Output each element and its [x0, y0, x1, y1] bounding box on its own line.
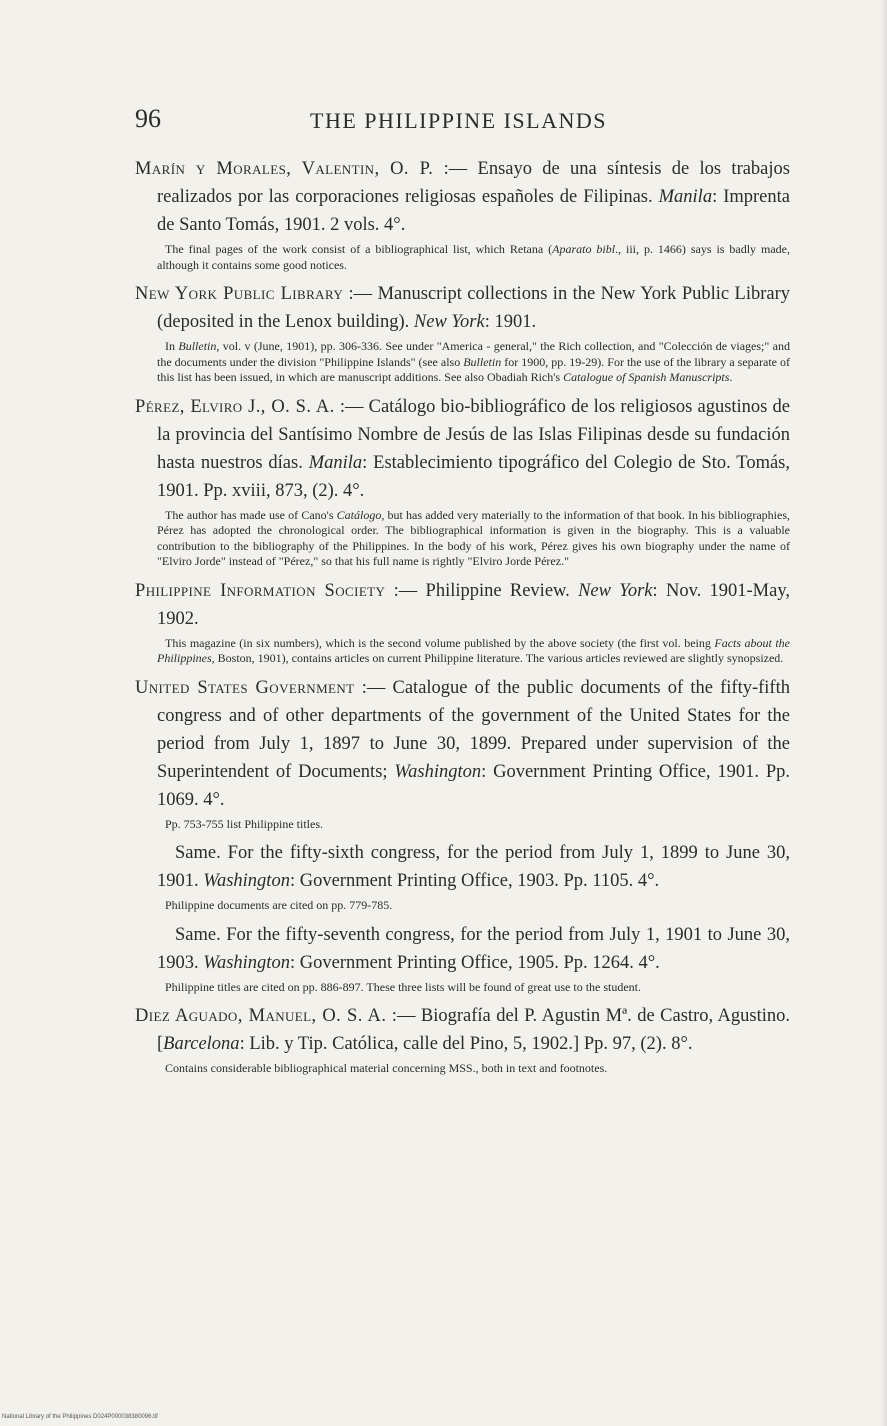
entry-imprint: : Government Printing Office, 1901. Pp. 1069. 4°.	[157, 761, 790, 810]
entry-main: New York Public Library :— Manuscript collections in the New York Public Library (deposited in the Lenox building). New York: 1901.	[135, 284, 791, 332]
entry-same: Same. For the fifty-sixth congress, for the period from July 1, 1899 to June 30, 1901. Washington: Government Printing Office, 1903. Pp. 1105. 4°.	[157, 843, 790, 891]
entry-title: Philippine Review.	[425, 580, 579, 601]
entry-author: Philippine Information Society	[135, 580, 386, 601]
entry-author: United States Government	[135, 677, 355, 698]
entry-author: Diez Aguado, Manuel, O. S. A.	[135, 1006, 387, 1026]
bibliography-body	[135, 155, 790, 1084]
entry-note: Philippine documents are cited on pp. 779-785.	[165, 898, 393, 912]
scan-footer: National Library of the Philippines D024P000038380096.tif	[2, 1414, 158, 1420]
entry-title: Catálogo bio-bibliográfico de los religiosos agustinos de la provincia del Santísimo Nombre de Jesús de las Islas Filipinas desde su fundación hasta nuestros días.	[157, 396, 790, 473]
entry-note: Contains considerable bibliographical material concerning MSS., both in text and footnotes.	[165, 1061, 608, 1075]
entry-main: United States Government :— Catalogue of the public documents of the fifty-fifth congress and of other departments of the government of the United States for the period from July 1, 1897 to June 30, 1899. Prepared under supervision of the Superintendent of Documents; Washington: Government Printing Office, 1901. Pp. 1069. 4°.	[135, 677, 790, 810]
entry-title: Manuscript collections in the New York Public Library (deposited in the Lenox building).	[157, 284, 791, 332]
running-title: THE PHILIPPINE ISLANDS	[310, 108, 607, 133]
entry-imprint: : Imprenta de Santo Tomás, 1901. 2 vols. 4°.	[157, 187, 790, 235]
entry-title: Catalogue of the public documents of the fifty-fifth congress and of other departments of the government of the United States for the period from July 1, 1897 to June 30, 1899. Prepared under supervision of the Superintendent of Documents;	[157, 677, 790, 782]
page-edge-shadow	[881, 0, 887, 1426]
bibliography-entry	[135, 393, 790, 570]
entry-author: Pérez, Elviro J., O. S. A.	[135, 396, 335, 417]
entry-place: Manila	[658, 187, 713, 207]
entry-place: Barcelona	[163, 1034, 240, 1054]
bibliography-entry	[135, 1002, 790, 1077]
bibliography-entry	[135, 577, 790, 667]
entry-title: Biografía del P. Agustin Mª. de Castro, Agustino. [	[157, 1006, 791, 1054]
entry-place: Washington	[203, 871, 290, 891]
entry-place: Manila	[308, 452, 363, 473]
entry-author: Marín y Morales, Valentin, O. P.	[135, 159, 434, 179]
entry-note: Pp. 753-755 list Philippine titles.	[165, 816, 324, 831]
entry-main: Marín y Morales, Valentin, O. P. :— Ensayo de una síntesis de los trabajos realizados por las corporaciones religiosas españoles de Filipinas. Manila: Imprenta de Santo Tomás, 1901. 2 vols. 4°.	[135, 159, 790, 235]
entry-title: Ensayo de una síntesis de los trabajos realizados por las corporaciones religiosas españoles de Filipinas.	[157, 159, 790, 207]
page-number: 96	[135, 104, 161, 133]
entry-note: This magazine (in six numbers), which is the second volume published by the above society (the first vol. being Facts about the Philippines, Boston, 1901), contains articles on current Philippine literature. The various articles reviewed are slightly synopsized.	[157, 635, 791, 665]
entry-note: The author has made use of Cano's Catálogo, but has added very materially to the information of that book. In his bibliographies, Pérez has adopted the chronological order. The bibliographical information is given in the biography. This is a valuable contribution to the bibliography of the Philippines. In the body of his work, Pérez gives his own biography under the name of "Elviro Jorde" instead of "Pérez," so that his full name is rightly "Elviro Jorde Pérez."	[157, 507, 791, 568]
entry-main: Pérez, Elviro J., O. S. A. :— Catálogo bio-bibliográfico de los religiosos agustinos de la provincia del Santísimo Nombre de Jesús de las Islas Filipinas desde su fundación hasta nuestros días. Manila: Establecimiento tipográfico del Colegio de Sto. Tomás, 1901. Pp. xviii, 873, (2). 4°.	[135, 396, 790, 501]
entry-imprint: : Lib. y Tip. Católica, calle del Pino, 5, 1902.] Pp. 97, (2). 8°.	[239, 1034, 693, 1054]
bibliography-entry	[135, 155, 790, 273]
entry-same: Same. For the fifty-seventh congress, for the period from July 1, 1901 to June 30, 1903. Washington: Government Printing Office, 1905. Pp. 1264. 4°.	[157, 924, 790, 973]
entry-note: The final pages of the work consist of a bibliographical list, which Retana (Aparato bibl., iii, p. 1466) says is badly made, although it contains some good notices.	[157, 242, 790, 272]
entry-imprint: : Nov. 1901-May, 1902.	[157, 580, 791, 629]
entry-note: Philippine titles are cited on pp. 886-897. These three lists will be found of great use to the student.	[165, 979, 642, 994]
entry-author: New York Public Library	[135, 284, 344, 304]
entry-imprint: : Establecimiento tipográfico del Colegio de Sto. Tomás, 1901. Pp. xviii, 873, (2). 4°.	[157, 452, 790, 501]
entry-note: In Bulletin, vol. v (June, 1901), pp. 306-336. See under "America - general," the Rich collection, and "Colección de viages;" and the documents under the division "Philippine Islands" (see also Bulletin for 1900, pp. 19-29). For the use of the library a separate of this list has been issued, in which are manuscript additions. See also Obadiah Rich's Catalogue of Spanish Manuscripts.	[157, 339, 790, 384]
page-header	[135, 104, 785, 138]
entry-place: Washington	[394, 761, 482, 782]
entry-place: New York	[578, 580, 653, 601]
entry-main: Philippine Information Society :— Philippine Review. New York: Nov. 1901-May, 1902.	[135, 580, 791, 629]
bibliography-entry	[135, 674, 790, 996]
entry-place: New York	[413, 312, 485, 332]
entry-place: Washington	[203, 952, 290, 973]
entry-main: Diez Aguado, Manuel, O. S. A. :— Biografía del P. Agustin Mª. de Castro, Agustino. [Barcelona: Lib. y Tip. Católica, calle del Pino, 5, 1902.] Pp. 97, (2). 8°.	[135, 1006, 791, 1054]
bibliography-entry	[135, 280, 790, 386]
entry-imprint: : 1901.	[484, 312, 537, 332]
